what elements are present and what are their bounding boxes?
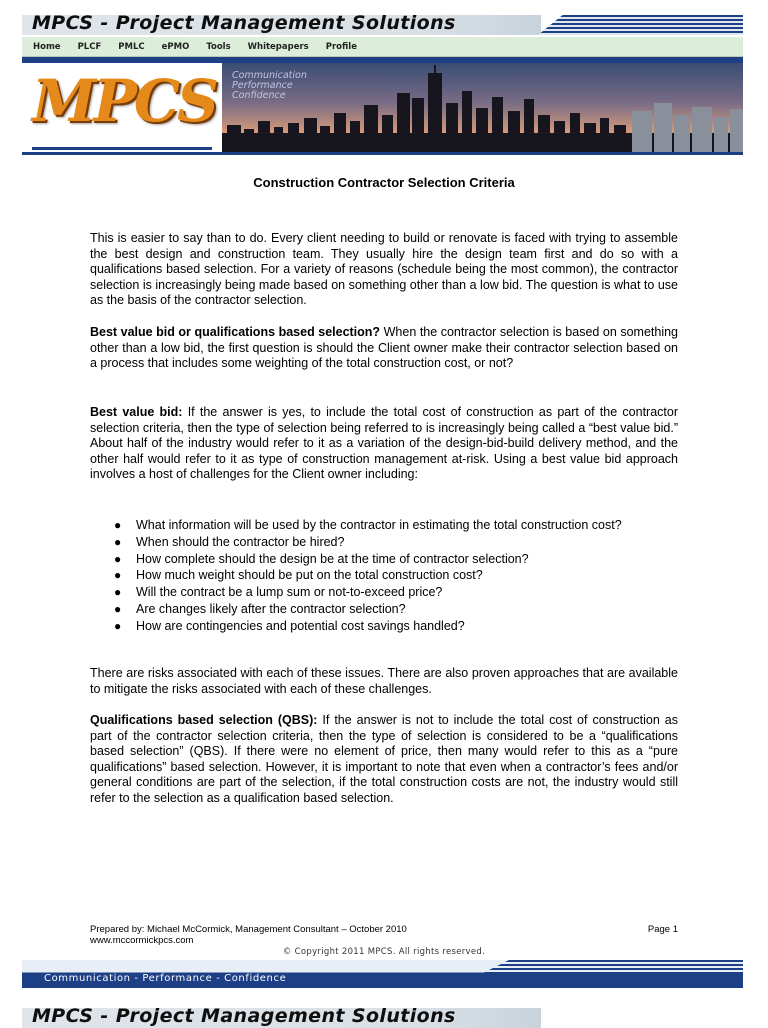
page-number: Page 1 [647, 924, 678, 935]
challenges-list [114, 518, 678, 635]
footer-tagline: Communication - Performance - Confidence [44, 973, 287, 984]
footer-credits [90, 924, 407, 946]
bullet-icon: ● [114, 518, 122, 532]
section-text: If the answer is not to include the total cost of construction as part of the contractor selection criteria, then the type of selection is considered to be a “qualifications based selection” (QBS). If there were no element of price, then many would refer to this as a “pure qualifications” based selection. However, it is important to note that even when a contractor’s fees and/or general conditions are part of the selection, if the total construction costs are not, the industry would still refer to the selection as a qualification based selection. [90, 713, 679, 805]
document-title: Construction Contractor Selection Criteria [253, 175, 515, 190]
footer-banner [22, 960, 743, 988]
bullet-icon: ● [114, 551, 122, 566]
tagline-line-3: Confidence [232, 90, 286, 101]
best-value-bid-paragraph [90, 405, 678, 483]
nav-epmo[interactable]: ePMO [161, 41, 190, 52]
list-item: ● Are changes likely after the contractor selection? [114, 601, 406, 616]
section-heading: Best value bid: [90, 405, 183, 419]
site-title-bar [22, 15, 743, 35]
bullet-icon: ● [114, 618, 122, 633]
list-item: ● What information will be used by the contractor in estimating the total construction cost? [114, 518, 622, 532]
nav-profile[interactable]: Profile [325, 41, 357, 52]
prepared-by: Prepared by: Michael McCormick, Management Consultant – October 2010 [90, 924, 407, 935]
list-item: ● When should the contractor be hired? [114, 534, 345, 549]
site-title: MPCS - Project Management Solutions [32, 15, 456, 34]
best-value-or-qbs-paragraph [90, 325, 678, 372]
footer-stripes [483, 960, 743, 973]
list-item: ● How are contingencies and potential cost savings handled? [114, 618, 465, 633]
next-page-title-bar [22, 1008, 743, 1028]
list-item: ● Will the contract be a lump sum or not-to-exceed price? [114, 585, 443, 600]
bullet-icon: ● [114, 585, 122, 600]
next-page-site-title: MPCS - Project Management Solutions [32, 1008, 456, 1027]
header-divider [22, 152, 743, 155]
mpcs-logo: MPCS [32, 67, 216, 135]
nav-home[interactable]: Home [33, 41, 61, 52]
nav-tools[interactable]: Tools [206, 41, 231, 52]
skyline-silhouette [222, 63, 743, 152]
section-text: When the contractor selection is based on something other than a low bid, the first question is should the Client owner make their contractor selection based on a process that includes some weighting of the total construction cost, or not? [90, 325, 679, 371]
bullet-icon: ● [114, 568, 122, 583]
logo-underline [32, 147, 212, 150]
nav-whitepapers[interactable]: Whitepapers [247, 41, 309, 52]
skyline-banner [222, 63, 743, 152]
title-bar-stripes [538, 15, 743, 35]
qbs-paragraph [90, 713, 678, 807]
list-item: ● How much weight should be put on the total construction cost? [114, 568, 483, 583]
website-link[interactable]: www.mccormickpcs.com [90, 935, 194, 946]
logo-panel [22, 63, 222, 152]
section-heading: Best value bid or qualifications based selection? [90, 325, 381, 339]
section-text: If the answer is yes, to include the total cost of construction as part of the contractor selection criteria, then the type of selection being referred to is increasingly being called a “best value bid.” About half of the industry would refer to it as a variation of the design-bid-build delivery method, and the other half would refer to it as type of construction management at-risk. Using a best value bid approach involves a host of challenges for the Client owner including: [90, 405, 678, 482]
bullet-icon: ● [114, 534, 122, 549]
nav-plcf[interactable]: PLCF [77, 41, 102, 52]
tagline-line-2: Performance [232, 80, 293, 91]
list-item: ● How complete should the design be at the time of contractor selection? [114, 551, 529, 566]
section-heading: Qualifications based selection (QBS): [90, 713, 318, 727]
copyright-notice: © Copyright 2011 MPCS. All rights reserved. [282, 947, 486, 957]
bullet-icon: ● [114, 601, 122, 616]
nav-pmlc[interactable]: PMLC [118, 41, 145, 52]
tagline-line-1: Communication [232, 70, 307, 81]
intro-paragraph: This is easier to say than to do. Every client needing to build or renovate is faced with trying to assemble the best design and construction team. They usually hire the design team first and do so with a qualifications based selection. For a variety of reasons (schedule being the most common), the contractor selection is increasingly being made based on something other than a low bid. The question is what to use as the basis of the contractor selection. [90, 231, 678, 308]
risks-paragraph: There are risks associated with each of these issues. There are also proven approaches that are available to mitigate the risks associated with each of these challenges. [90, 666, 678, 696]
top-navigation [22, 37, 743, 57]
